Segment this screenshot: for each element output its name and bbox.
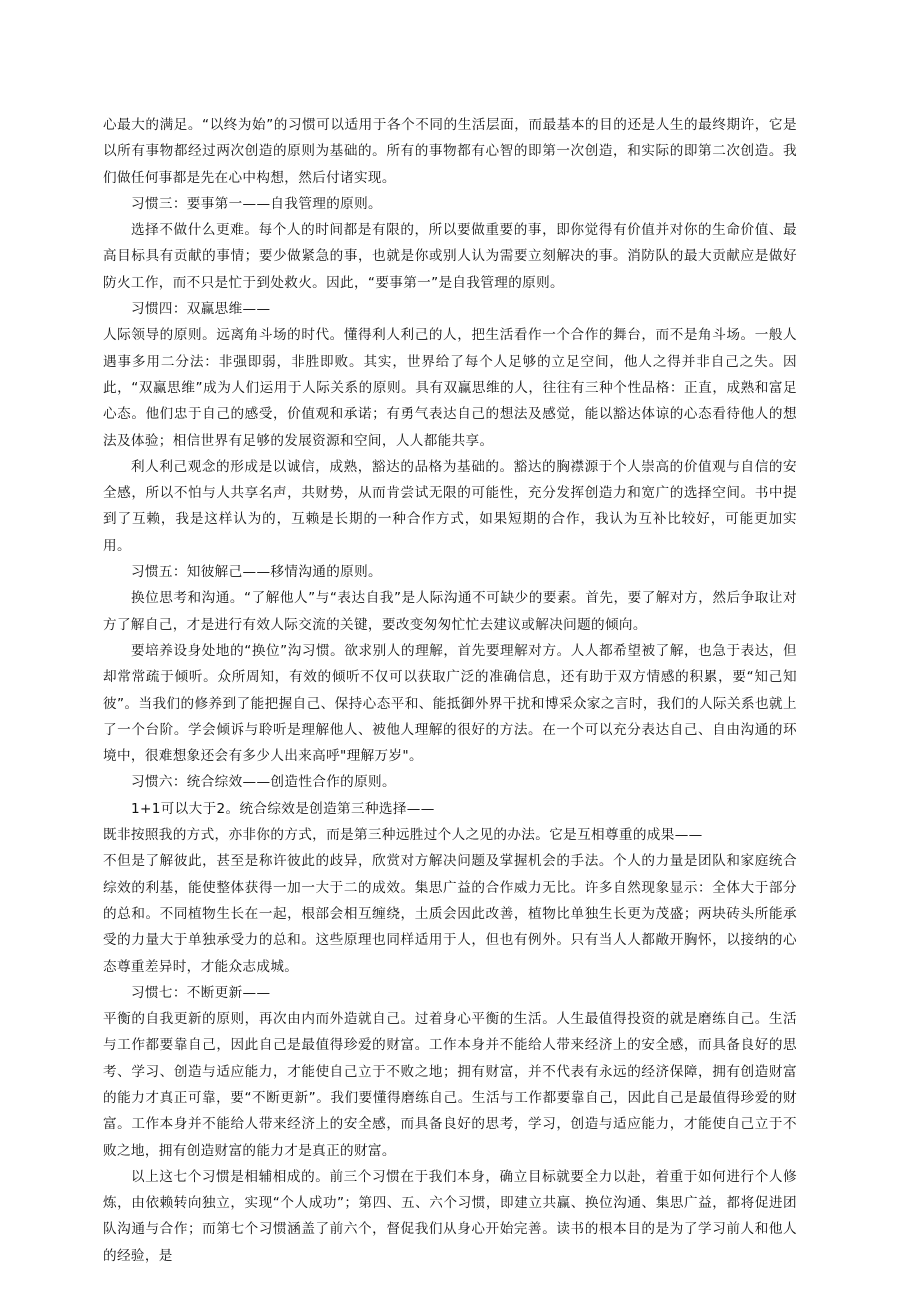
- heading-habit-six: 习惯六：统合综效——创造性合作的原则。: [131, 774, 396, 791]
- paragraph-third-alternative: 既非按照我的方式，亦非你的方式，而是第三种远胜过个人之见的办法。它是互相尊重的成果——: [103, 827, 703, 844]
- paragraph-synergy-body: 不但是了解彼此，甚至是称许彼此的歧异，欣赏对方解决问题及掌握机会的手法。个人的力量是团队和家庭统合综效的利基，能使整体获得一加一大于二的成效。集思广益的合作威力无比。许多自然现象显示：全体大于部分的总和。不同植物生长在一起，根部会相互缠绕，土质会因此改善，植物比单独生长更为茂盛；两块砖头所能承受的力量大于单独承受力的总和。这些原理也同样适用于人，但也有例外。只有当人人都敞开胸怀，以接纳的心态尊重差异时，才能众志成城。: [103, 853, 797, 975]
- paragraph-habit-five-body: 换位思考和沟通。“了解他人”与“表达自我”是人际沟通不可缺少的要素。首先，要了解对方，然后争取让对方了解自己，才是进行有效人际交流的关键，要改变匆匆忙忙去建议或解决问题的倾向。: [103, 590, 797, 633]
- paragraph-empathy-listening: 要培养设身处地的“换位”沟习惯。欲求别人的理解，首先要理解对方。人人都希望被了解，也急于表达，但却常常疏于倾听。众所周知，有效的倾听不仅可以获取广泛的准确信息，还有助于双方情感的积累，要“知己知彼”。当我们的修养到了能把握自己、保持心态平和、能抵御外界干扰和博采众家之言时，我们的人际关系也就上了一个台阶。学会倾诉与聆听是理解他人、被他人理解的很好的方法。在一个可以充分表达自己、自由沟通的环境中，很难想象还会有多少人出来高呼"理解万岁"。: [103, 642, 797, 765]
- heading-habit-seven: 习惯七：不断更新——: [131, 984, 271, 1001]
- heading-habit-five: 习惯五：知彼解己——移情沟通的原则。: [131, 564, 382, 581]
- paragraph-win-win-character: 利人利己观念的形成是以诚信，成熟，豁达的品格为基础的。豁达的胸襟源于个人崇高的价值观与自信的安全感，所以不怕与人共享名声，共财势，从而肯尝试无限的可能性，充分发挥创造力和宽广的选择空间。书中提到了互赖，我是这样认为的，互赖是长期的一种合作方式，如果短期的合作，我认为互补比较好，可能更加实用。: [103, 458, 797, 554]
- paragraph-habit-four-body: 人际领导的原则。远离角斗场的时代。懂得利人利己的人，把生活看作一个合作的舞台，而不是角斗场。一般人遇事多用二分法：非强即弱，非胜即败。其实，世界给了每个人足够的立足空间，他人之得并非自己之失。因此，“双赢思维”成为人们运用于人际关系的原则。具有双赢思维的人，往往有三种个性品格：正直，成熟和富足心态。他们忠于自己的感受，价值观和承诺；有勇气表达自己的想法及感觉，能以豁达体谅的心态看待他人的想法及体验；相信世界有足够的发展资源和空间，人人都能共享。: [103, 327, 797, 449]
- heading-habit-three: 习惯三：要事第一——自我管理的原则。: [131, 195, 382, 212]
- document-body: [103, 112, 797, 1269]
- paragraph-summary: 以上这七个习惯是相辅相成的。前三个习惯在于我们本身，确立目标就要全力以赴，着重于如何进行个人修炼，由依赖转向独立，实现“个人成功”；第四、五、六个习惯，即建立共赢、换位沟通、集思广益，都将促进团队沟通与合作；而第七个习惯涵盖了前六个，督促我们从身心开始完善。读书的根本目的是为了学习前人和他人的经验，是: [103, 1168, 797, 1264]
- paragraph-continuation: 心最大的满足。“以终为始”的习惯可以适用于各个不同的生活层面，而最基本的目的还是人生的最终期许，它是以所有事物都经过两次创造的原则为基础的。所有的事物都有心智的即第一次创造，和实际的即第二次创造。我们做任何事都是先在心中构想，然后付诸实现。: [103, 117, 797, 186]
- paragraph-habit-three-body: 选择不做什么更难。每个人的时间都是有限的，所以要做重要的事，即你觉得有价值并对你的生命价值、最高目标具有贡献的事情；要少做紧急的事，也就是你或别人认为需要立刻解决的事。消防队的最大贡献应是做好防火工作，而不只是忙于到处救火。因此，“要事第一”是自我管理的原则。: [103, 222, 797, 291]
- paragraph-habit-seven-body: 平衡的自我更新的原则，再次由内而外造就自己。过着身心平衡的生活。人生最值得投资的就是磨练自己。生活与工作都要靠自己，因此自己是最值得珍爱的财富。工作本身并不能给人带来经济上的安全感，而具备良好的思考、学习、创造与适应能力，才能使自己立于不败之地；拥有财富，并不代表有永远的经济保障，拥有创造财富的能力才真正可靠，要“不断更新”。我们要懂得磨练自己。生活与工作都要靠自己，因此自己是最值得珍爱的财富。工作本身并不能给人带来经济上的安全感，而具备良好的思考，学习，创造与适应能力，才能使自己立于不败之地，拥有创造财富的能力才是真正的财富。: [103, 1011, 797, 1159]
- heading-habit-four: 习惯四：双赢思维——: [131, 301, 271, 318]
- paragraph-synergy-intro: 1+1可以大于2。统合综效是创造第三种选择——: [131, 800, 435, 817]
